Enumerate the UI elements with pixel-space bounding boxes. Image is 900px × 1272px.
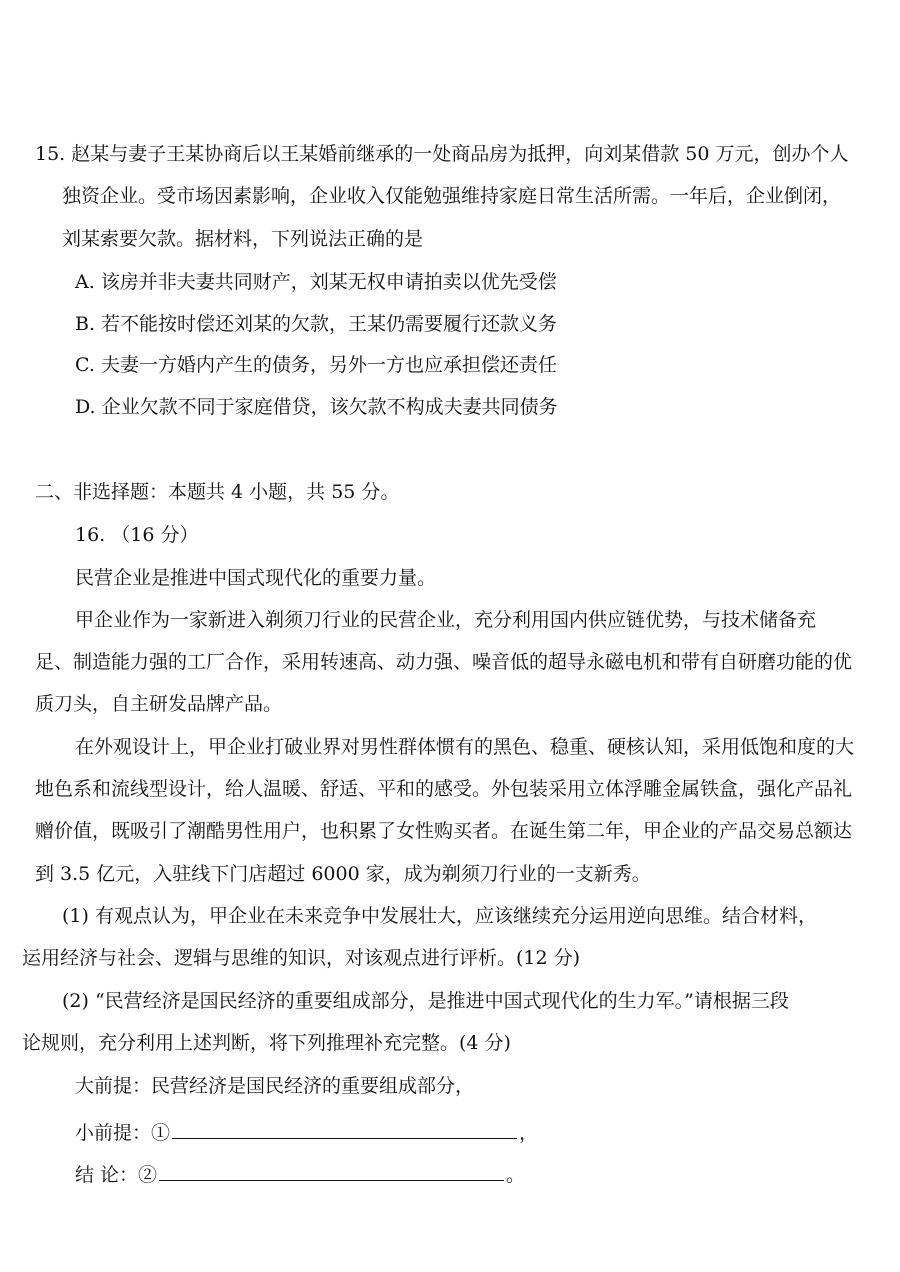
q16-para2-line-2: 地色系和流线型设计，给人温暖、舒适、平和的感受。外包装采用立体浮雕金属铁盒，强化产品礼 bbox=[35, 778, 853, 800]
q16-para1-line-3: 质刀头，自主研发品牌产品。 bbox=[35, 693, 283, 715]
minor-premise-row bbox=[75, 1120, 538, 1143]
minor-premise-blank[interactable] bbox=[172, 1120, 517, 1139]
conclusion-row bbox=[75, 1162, 525, 1185]
q15-option-b: B. 若不能按时偿还刘某的欠款，王某仍需要履行还款义务 bbox=[75, 313, 558, 335]
q15-option-c: C. 夫妻一方婚内产生的债务，另外一方也应承担偿还责任 bbox=[75, 354, 557, 376]
q16-sub2-line-1: (2) “民营经济是国民经济的重要组成部分，是推进中国式现代化的生力军。”请根据三段 bbox=[62, 990, 789, 1012]
q15-stem-line-1: 15. 赵某与妻子王某协商后以王某婚前继承的一处商品房为抵押，向刘某借款 50 万元，创办个人 bbox=[35, 143, 849, 165]
q16-sub2-line-2: 论规则，充分利用上述判断，将下列推理补充完整。(4 分) bbox=[22, 1032, 511, 1054]
q16-sub1-line-2: 运用经济与社会、逻辑与思维的知识，对该观点进行评析。(12 分) bbox=[22, 947, 581, 969]
q16-intro: 民营企业是推进中国式现代化的重要力量。 bbox=[75, 567, 437, 589]
q16-para1-line-2: 足、制造能力强的工厂合作，采用转速高、动力强、噪音低的超导永磁电机和带有自研磨功能的优 bbox=[35, 651, 853, 673]
minor-premise-end: ， bbox=[519, 1122, 539, 1144]
conclusion-end: 。 bbox=[506, 1164, 526, 1186]
q16-number: 16. （16 分） bbox=[75, 524, 199, 546]
conclusion-blank[interactable] bbox=[159, 1162, 504, 1181]
q16-para1-line-1: 甲企业作为一家新进入剃须刀行业的民营企业，充分利用国内供应链优势，与技术储备充 bbox=[75, 609, 817, 631]
q16-para2-line-3: 赠价值，既吸引了潮酷男性用户，也积累了女性购买者。在诞生第二年，甲企业的产品交易总额达 bbox=[35, 820, 853, 842]
q16-para2-line-4: 到 3.5 亿元，入驻线下门店超过 6000 家，成为剃须刀行业的一支新秀。 bbox=[35, 863, 651, 885]
minor-premise-label: 小前提：① bbox=[75, 1122, 171, 1144]
conclusion-label: 结 论：② bbox=[75, 1164, 158, 1186]
q15-option-d: D. 企业欠款不同于家庭借贷，该欠款不构成夫妻共同债务 bbox=[75, 396, 558, 418]
q15-stem-line-2: 独资企业。受市场因素影响，企业收入仅能勉强维持家庭日常生活所需。一年后，企业倒闭， bbox=[62, 185, 842, 207]
q15-stem-line-3: 刘某索要欠款。据材料，下列说法正确的是 bbox=[62, 228, 424, 250]
major-premise: 大前提：民营经济是国民经济的重要组成部分， bbox=[75, 1075, 475, 1097]
q16-sub1-line-1: (1) 有观点认为，甲企业在未来竞争中发展壮大，应该继续充分运用逆向思维。结合材料， bbox=[62, 905, 817, 927]
q16-para2-line-1: 在外观设计上，甲企业打破业界对男性群体惯有的黑色、稳重、硬核认知，采用低饱和度的大 bbox=[75, 736, 855, 758]
q15-option-a: A. 该房并非夫妻共同财产，刘某无权申请拍卖以优先受偿 bbox=[75, 271, 557, 293]
section2-heading: 二、非选择题：本题共 4 小题，共 55 分。 bbox=[35, 481, 400, 503]
